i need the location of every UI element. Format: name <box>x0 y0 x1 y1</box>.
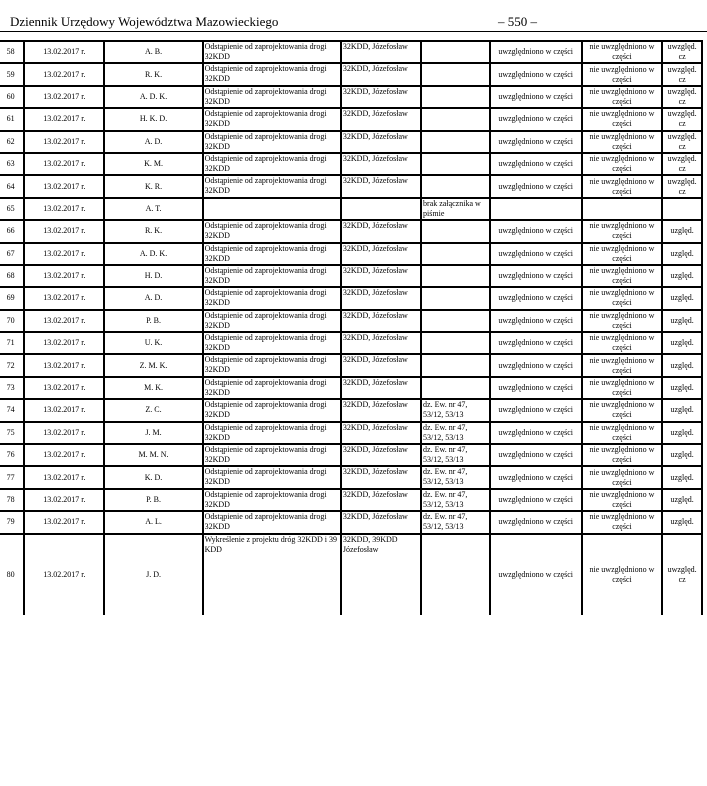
parcel-note: dz. Ew. nr 47, 53/12, 53/13 <box>421 399 490 421</box>
decision-mayor: uwzględniono w części <box>490 287 582 309</box>
header-rule <box>0 31 707 32</box>
submission-date: 13.02.2017 r. <box>24 399 104 421</box>
applicant-initials: M. K. <box>104 377 202 399</box>
decision-mayor: uwzględniono w części <box>490 354 582 376</box>
request-description: Odstąpienie od zaprojektowania drogi 32KDD <box>203 422 341 444</box>
plan-reference: 32KDD, Józefosław <box>341 265 421 287</box>
parcel-note <box>421 377 490 399</box>
plan-reference: 32KDD, Józefosław <box>341 377 421 399</box>
applicant-initials: M. M. N. <box>104 444 202 466</box>
parcel-note <box>421 108 490 130</box>
decision-mayor: uwzględniono w części <box>490 444 582 466</box>
request-description: Odstąpienie od zaprojektowania drogi 32KDD <box>203 63 341 85</box>
plan-reference: 32KDD, Józefosław <box>341 287 421 309</box>
submission-date: 13.02.2017 r. <box>24 310 104 332</box>
decision-extra: uzględ. <box>662 220 702 242</box>
parcel-note: dz. Ew. nr 47, 53/12, 53/13 <box>421 489 490 511</box>
request-description: Odstąpienie od zaprojektowania drogi 32KDD <box>203 175 341 197</box>
table-row <box>0 153 702 175</box>
table-row <box>0 198 702 220</box>
plan-reference: 32KDD, 39KDD Józefosław <box>341 534 421 615</box>
applicant-initials: K. D. <box>104 466 202 488</box>
submission-date: 13.02.2017 r. <box>24 466 104 488</box>
decision-mayor: uwzględniono w części <box>490 332 582 354</box>
submission-date: 13.02.2017 r. <box>24 220 104 242</box>
decision-mayor: uwzględniono w części <box>490 86 582 108</box>
decision-extra: uwzględ. cz <box>662 86 702 108</box>
table-row <box>0 332 702 354</box>
decision-extra: uzględ. <box>662 466 702 488</box>
submission-date: 13.02.2017 r. <box>24 243 104 265</box>
request-description: Odstąpienie od zaprojektowania drogi 32KDD <box>203 243 341 265</box>
parcel-note <box>421 131 490 153</box>
parcel-note: dz. Ew. nr 47, 53/12, 53/13 <box>421 444 490 466</box>
decision-council: nie uwzględniono w części <box>582 63 663 85</box>
decision-mayor: uwzględniono w części <box>490 399 582 421</box>
parcel-note <box>421 265 490 287</box>
decision-mayor: uwzględniono w części <box>490 534 582 615</box>
decision-council: nie uwzględniono w części <box>582 41 663 63</box>
applicant-initials: Z. M. K. <box>104 354 202 376</box>
applicant-initials: J. M. <box>104 422 202 444</box>
applicant-initials: A. D. K. <box>104 86 202 108</box>
table-row <box>0 220 702 242</box>
request-description: Odstąpienie od zaprojektowania drogi 32KDD <box>203 153 341 175</box>
row-number: 58 <box>0 41 24 63</box>
decision-extra: uzględ. <box>662 377 702 399</box>
decision-extra: uzględ. <box>662 354 702 376</box>
decision-extra: uzględ. <box>662 243 702 265</box>
table-row <box>0 86 702 108</box>
table-row <box>0 310 702 332</box>
parcel-note: dz. Ew. nr 47, 53/12, 53/13 <box>421 422 490 444</box>
applicant-initials: U. K. <box>104 332 202 354</box>
applicant-initials: Z. C. <box>104 399 202 421</box>
request-description: Odstąpienie od zaprojektowania drogi 32KDD <box>203 444 341 466</box>
decision-council: nie uwzględniono w części <box>582 243 663 265</box>
decision-extra: uzględ. <box>662 511 702 533</box>
submission-date: 13.02.2017 r. <box>24 63 104 85</box>
decision-mayor: uwzględniono w części <box>490 220 582 242</box>
row-number: 65 <box>0 198 24 220</box>
applicant-initials: A. T. <box>104 198 202 220</box>
decision-mayor: uwzględniono w części <box>490 466 582 488</box>
table-row <box>0 466 702 488</box>
decision-mayor: uwzględniono w części <box>490 131 582 153</box>
request-description: Odstąpienie od zaprojektowania drogi 32KDD <box>203 131 341 153</box>
plan-reference: 32KDD, Józefosław <box>341 511 421 533</box>
applicant-initials: J. D. <box>104 534 202 615</box>
table-row <box>0 489 702 511</box>
table-row <box>0 108 702 130</box>
table-row <box>0 534 702 615</box>
submission-date: 13.02.2017 r. <box>24 422 104 444</box>
row-number: 72 <box>0 354 24 376</box>
submission-date: 13.02.2017 r. <box>24 198 104 220</box>
plan-reference: 32KDD, Józefosław <box>341 354 421 376</box>
row-number: 63 <box>0 153 24 175</box>
decision-council: nie uwzględniono w części <box>582 220 663 242</box>
submission-date: 13.02.2017 r. <box>24 41 104 63</box>
decision-mayor: uwzględniono w części <box>490 175 582 197</box>
submission-date: 13.02.2017 r. <box>24 534 104 615</box>
submission-date: 13.02.2017 r. <box>24 108 104 130</box>
decision-mayor <box>490 198 582 220</box>
table-row <box>0 175 702 197</box>
request-description: Odstąpienie od zaprojektowania drogi 32KDD <box>203 108 341 130</box>
request-description: Odstąpienie od zaprojektowania drogi 32KDD <box>203 41 341 63</box>
row-number: 78 <box>0 489 24 511</box>
row-number: 75 <box>0 422 24 444</box>
decision-mayor: uwzględniono w części <box>490 310 582 332</box>
decision-extra: uzględ. <box>662 489 702 511</box>
row-number: 67 <box>0 243 24 265</box>
decision-extra: uzględ. <box>662 399 702 421</box>
request-description: Odstąpienie od zaprojektowania drogi 32KDD <box>203 265 341 287</box>
decision-council: nie uwzględniono w części <box>582 444 663 466</box>
decision-extra: uzględ. <box>662 444 702 466</box>
decision-mayor: uwzględniono w części <box>490 63 582 85</box>
row-number: 73 <box>0 377 24 399</box>
page-number: – 550 – <box>498 14 537 29</box>
decision-extra: uwzględ. cz <box>662 534 702 615</box>
plan-reference: 32KDD, Józefosław <box>341 332 421 354</box>
submission-date: 13.02.2017 r. <box>24 332 104 354</box>
decision-extra: uzględ. <box>662 310 702 332</box>
decision-council: nie uwzględniono w części <box>582 310 663 332</box>
applicant-initials: A. D. <box>104 287 202 309</box>
decision-extra: uwzględ. cz <box>662 63 702 85</box>
decision-mayor: uwzględniono w części <box>490 153 582 175</box>
row-number: 68 <box>0 265 24 287</box>
parcel-note: brak załącznika w piśmie <box>421 198 490 220</box>
submission-date: 13.02.2017 r. <box>24 489 104 511</box>
applicant-initials: K. R. <box>104 175 202 197</box>
request-description: Odstąpienie od zaprojektowania drogi 32KDD <box>203 310 341 332</box>
request-description: Odstąpienie od zaprojektowania drogi 32KDD <box>203 332 341 354</box>
table-row <box>0 377 702 399</box>
decision-mayor: uwzględniono w części <box>490 108 582 130</box>
row-number: 66 <box>0 220 24 242</box>
request-description: Odstąpienie od zaprojektowania drogi 32KDD <box>203 354 341 376</box>
submission-date: 13.02.2017 r. <box>24 377 104 399</box>
parcel-note <box>421 63 490 85</box>
parcel-note <box>421 41 490 63</box>
decision-extra: uzględ. <box>662 422 702 444</box>
request-description: Odstąpienie od zaprojektowania drogi 32KDD <box>203 377 341 399</box>
plan-reference: 32KDD, Józefosław <box>341 220 421 242</box>
table-body <box>0 41 702 615</box>
table-row <box>0 354 702 376</box>
decision-council: nie uwzględniono w części <box>582 287 663 309</box>
applicant-initials: A. D. K. <box>104 243 202 265</box>
applicant-initials: P. B. <box>104 310 202 332</box>
decision-extra: uzględ. <box>662 265 702 287</box>
decision-council: nie uwzględniono w części <box>582 86 663 108</box>
plan-reference: 32KDD, Józefosław <box>341 399 421 421</box>
applicant-initials: A. L. <box>104 511 202 533</box>
decision-council <box>582 198 663 220</box>
request-description: Odstąpienie od zaprojektowania drogi 32KDD <box>203 489 341 511</box>
submission-date: 13.02.2017 r. <box>24 444 104 466</box>
parcel-note: dz. Ew. nr 47, 53/12, 53/13 <box>421 511 490 533</box>
parcel-note <box>421 534 490 615</box>
submission-date: 13.02.2017 r. <box>24 287 104 309</box>
decision-extra: uzględ. <box>662 287 702 309</box>
table-row <box>0 131 702 153</box>
decision-mayor: uwzględniono w części <box>490 377 582 399</box>
decision-extra: uwzględ. cz <box>662 131 702 153</box>
decision-council: nie uwzględniono w części <box>582 131 663 153</box>
decision-council: nie uwzględniono w części <box>582 108 663 130</box>
table-row <box>0 265 702 287</box>
table-row <box>0 287 702 309</box>
plan-reference <box>341 198 421 220</box>
plan-reference: 32KDD, Józefosław <box>341 63 421 85</box>
parcel-note <box>421 332 490 354</box>
plan-reference: 32KDD, Józefosław <box>341 131 421 153</box>
decision-extra <box>662 198 702 220</box>
plan-reference: 32KDD, Józefosław <box>341 108 421 130</box>
parcel-note <box>421 220 490 242</box>
applicant-initials: R. K. <box>104 220 202 242</box>
decision-council: nie uwzględniono w części <box>582 489 663 511</box>
row-number: 61 <box>0 108 24 130</box>
request-description: Wykreślenie z projektu dróg 32KDD i 39 KDD <box>203 534 341 615</box>
table-row <box>0 399 702 421</box>
plan-reference: 32KDD, Józefosław <box>341 422 421 444</box>
decision-council: nie uwzględniono w części <box>582 332 663 354</box>
decision-council: nie uwzględniono w części <box>582 175 663 197</box>
parcel-note <box>421 287 490 309</box>
request-description: Odstąpienie od zaprojektowania drogi 32KDD <box>203 86 341 108</box>
decision-extra: uwzględ. cz <box>662 175 702 197</box>
table-row <box>0 444 702 466</box>
decision-council: nie uwzględniono w części <box>582 399 663 421</box>
applicant-initials: K. M. <box>104 153 202 175</box>
plan-reference: 32KDD, Józefosław <box>341 175 421 197</box>
parcel-note <box>421 243 490 265</box>
plan-reference: 32KDD, Józefosław <box>341 444 421 466</box>
row-number: 74 <box>0 399 24 421</box>
request-description: Odstąpienie od zaprojektowania drogi 32KDD <box>203 220 341 242</box>
resolutions-table <box>0 40 703 615</box>
decision-council: nie uwzględniono w części <box>582 422 663 444</box>
submission-date: 13.02.2017 r. <box>24 131 104 153</box>
submission-date: 13.02.2017 r. <box>24 354 104 376</box>
decision-mayor: uwzględniono w części <box>490 511 582 533</box>
decision-council: nie uwzględniono w części <box>582 511 663 533</box>
decision-council: nie uwzględniono w części <box>582 377 663 399</box>
request-description <box>203 198 341 220</box>
row-number: 64 <box>0 175 24 197</box>
parcel-note <box>421 86 490 108</box>
plan-reference: 32KDD, Józefosław <box>341 86 421 108</box>
decision-council: nie uwzględniono w części <box>582 265 663 287</box>
decision-extra: uwzględ. cz <box>662 153 702 175</box>
parcel-note <box>421 153 490 175</box>
row-number: 59 <box>0 63 24 85</box>
table-row <box>0 41 702 63</box>
row-number: 76 <box>0 444 24 466</box>
decision-extra: uzględ. <box>662 332 702 354</box>
parcel-note <box>421 354 490 376</box>
decision-council: nie uwzględniono w części <box>582 534 663 615</box>
submission-date: 13.02.2017 r. <box>24 265 104 287</box>
table-row <box>0 422 702 444</box>
parcel-note <box>421 175 490 197</box>
decision-extra: uwzględ. cz <box>662 108 702 130</box>
row-number: 71 <box>0 332 24 354</box>
row-number: 70 <box>0 310 24 332</box>
request-description: Odstąpienie od zaprojektowania drogi 32KDD <box>203 511 341 533</box>
plan-reference: 32KDD, Józefosław <box>341 153 421 175</box>
decision-council: nie uwzględniono w części <box>582 354 663 376</box>
plan-reference: 32KDD, Józefosław <box>341 466 421 488</box>
submission-date: 13.02.2017 r. <box>24 153 104 175</box>
parcel-note <box>421 310 490 332</box>
applicant-initials: H. D. <box>104 265 202 287</box>
request-description: Odstąpienie od zaprojektowania drogi 32KDD <box>203 287 341 309</box>
applicant-initials: R. K. <box>104 63 202 85</box>
applicant-initials: P. B. <box>104 489 202 511</box>
decision-extra: uwzględ. cz <box>662 41 702 63</box>
plan-reference: 32KDD, Józefosław <box>341 489 421 511</box>
plan-reference: 32KDD, Józefosław <box>341 41 421 63</box>
request-description: Odstąpienie od zaprojektowania drogi 32KDD <box>203 399 341 421</box>
decision-mayor: uwzględniono w części <box>490 265 582 287</box>
row-number: 79 <box>0 511 24 533</box>
table-row <box>0 243 702 265</box>
request-description: Odstąpienie od zaprojektowania drogi 32KDD <box>203 466 341 488</box>
submission-date: 13.02.2017 r. <box>24 86 104 108</box>
applicant-initials: A. D. <box>104 131 202 153</box>
applicant-initials: H. K. D. <box>104 108 202 130</box>
submission-date: 13.02.2017 r. <box>24 175 104 197</box>
applicant-initials: A. B. <box>104 41 202 63</box>
submission-date: 13.02.2017 r. <box>24 511 104 533</box>
row-number: 60 <box>0 86 24 108</box>
decision-council: nie uwzględniono w części <box>582 466 663 488</box>
decision-mayor: uwzględniono w części <box>490 41 582 63</box>
table-row <box>0 63 702 85</box>
row-number: 80 <box>0 534 24 615</box>
decision-mayor: uwzględniono w części <box>490 489 582 511</box>
row-number: 77 <box>0 466 24 488</box>
table-row <box>0 511 702 533</box>
decision-mayor: uwzględniono w części <box>490 422 582 444</box>
decision-mayor: uwzględniono w części <box>490 243 582 265</box>
parcel-note: dz. Ew. nr 47, 53/12, 53/13 <box>421 466 490 488</box>
journal-title: Dziennik Urzędowy Województwa Mazowieckiego <box>10 14 279 29</box>
row-number: 62 <box>0 131 24 153</box>
row-number: 69 <box>0 287 24 309</box>
plan-reference: 32KDD, Józefosław <box>341 310 421 332</box>
plan-reference: 32KDD, Józefosław <box>341 243 421 265</box>
decision-council: nie uwzględniono w części <box>582 153 663 175</box>
